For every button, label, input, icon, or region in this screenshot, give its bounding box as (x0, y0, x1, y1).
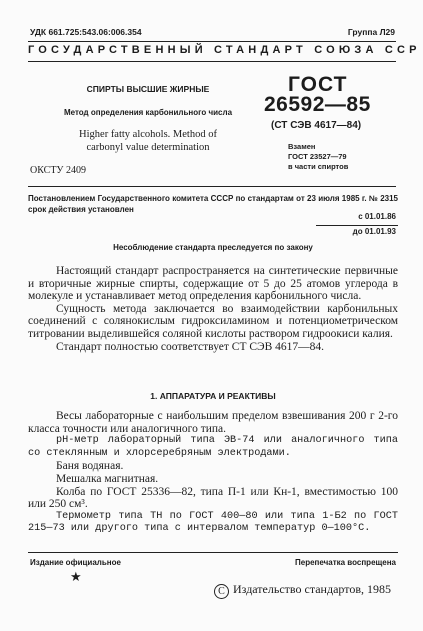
header-rule-bottom (28, 61, 396, 62)
item-scales: Весы лабораторные с наибольшим пределом взвешивания 200 г 2-го класса точности или аналогичного типа. (28, 410, 398, 435)
validity-to: до 01.01.93 (352, 227, 396, 236)
publisher: Издательство стандартов, 1985 (233, 582, 391, 596)
okstu-code: ОКСТУ 2409 (30, 165, 87, 176)
reprint-prohibited: Перепечатка воспрещена (295, 558, 396, 567)
replaces-block (288, 142, 348, 172)
item-water-bath: Баня водяная. (56, 460, 124, 473)
gost-cmea-ref: (СТ СЭВ 4617—84) (271, 120, 362, 131)
group-code: Группа Л29 (347, 27, 395, 37)
gost-number: 26592—85 (264, 93, 371, 116)
intro-paragraph-compliance: Стандарт полностью соответствует СТ СЭВ 4617—84. (56, 340, 325, 353)
decree-rule (28, 186, 396, 187)
copyright-icon: С (214, 584, 229, 599)
header-rule-top (28, 41, 396, 42)
copyright-line (214, 582, 391, 599)
legal-warning: Несоблюдение стандарта преследуется по закону (113, 243, 313, 252)
intro-body (28, 265, 398, 353)
title-en-line2: carbonyl value determination (86, 142, 210, 153)
subtitle-ru: Метод определения карбонильного числа (63, 108, 233, 117)
replaces-line2: ГОСТ 23527—79 (288, 152, 347, 161)
title-ru: СПИРТЫ ВЫСШИЕ ЖИРНЫЕ (86, 84, 210, 94)
udk-code: УДК 661.725:543.06:006.354 (30, 27, 142, 37)
validity-from: с 01.01.86 (358, 212, 396, 221)
footer-rule (28, 552, 398, 553)
validity-rule (316, 225, 398, 226)
item-flask: Колба по ГОСТ 25336—82, типа П-1 или Кн-1, вместимостью 100 или 250 см³. (28, 485, 398, 511)
title-en-line1: Higher fatty alcohols. Method of (79, 129, 217, 140)
replaces-line1: Взамен (288, 142, 316, 151)
gost-label: ГОСТ (288, 73, 348, 96)
star-icon: ★ (70, 569, 82, 584)
official-edition: Издание официальное (30, 558, 121, 567)
title-en (28, 128, 268, 154)
item-stirrer: Мешалка магнитная. (56, 472, 159, 485)
standard-title: ГОСУДАРСТВЕННЫЙ СТАНДАРТ СОЮЗА ССР (28, 44, 421, 56)
item-ph-meter: pH-метр лабораторный типа ЭВ-74 или аналогичного типа со стеклянным и хлорсеребряным электродами. (28, 435, 398, 459)
intro-paragraph-essence: Сущность метода заключается во взаимодействии карбонильных соединений с солянокислым гидроксиламином и потенциометрическом титровании выделившейся соляной кислоты раствором гидроокиси калия. (28, 302, 398, 340)
intro-paragraph-scope: Настоящий стандарт распространяется на синтетические первичные и вторичные жирные спирты, содержащие от 5 до 25 атомов углерода в молекуле и устанавливает метод определения карбонильного числа. (28, 265, 398, 303)
item-thermometer: Термометр типа ТН по ГОСТ 400—80 или типа 1-Б2 по ГОСТ 215—73 или другого типа с интервалом температур 0—100°С. (28, 510, 398, 535)
section-heading: 1. АППАРАТУРА И РЕАКТИВЫ (150, 391, 276, 401)
section-body (28, 410, 398, 536)
replaces-line3: в части спиртов (288, 162, 349, 171)
decree-text: Постановлением Государственного комитета СССР по стандартам от 23 июля 1985 г. № 2315 срок действия установлен (28, 194, 398, 214)
